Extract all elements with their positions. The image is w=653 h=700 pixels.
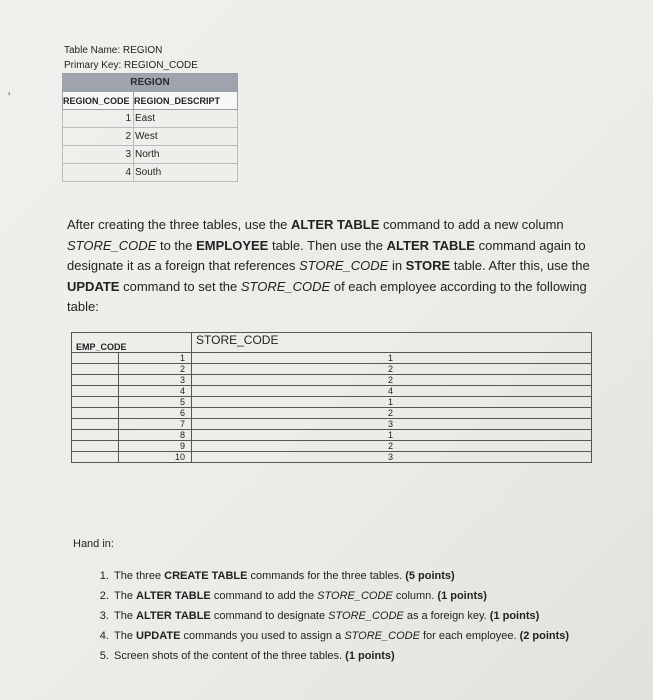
region-table-name: Table Name: REGION xyxy=(64,45,163,56)
text-bold: ALTER TABLE xyxy=(291,217,380,232)
hand-in-title: Hand in: xyxy=(73,538,114,550)
text-italic: STORE_CODE xyxy=(344,630,420,642)
text: to the xyxy=(156,237,197,253)
points-label: (1 points) xyxy=(437,590,487,602)
region-code-cell: 4 xyxy=(63,164,134,182)
text: commands you used to assign a xyxy=(180,630,345,642)
row-spacer xyxy=(72,386,119,397)
text: command to add a new column xyxy=(379,217,564,232)
text-bold: ALTER TABLE xyxy=(386,237,475,253)
table-row xyxy=(72,452,592,463)
store-code-cell: 4 xyxy=(192,386,592,397)
emp-code-cell: 2 xyxy=(119,364,192,375)
text: command to add the xyxy=(210,590,318,602)
list-item xyxy=(112,566,642,586)
row-spacer xyxy=(72,408,119,419)
region-table-header: REGION xyxy=(63,74,238,92)
text: The xyxy=(114,590,137,602)
emp-code-cell: 10 xyxy=(119,452,192,463)
store-code-cell: 3 xyxy=(192,419,592,430)
text: Screen shots of the content of the three tables. xyxy=(114,650,346,662)
row-spacer xyxy=(72,441,119,452)
text-italic: STORE_CODE xyxy=(298,258,389,273)
text: The xyxy=(114,630,137,642)
row-spacer xyxy=(72,419,119,430)
text: of each employee according to the following table: xyxy=(67,278,587,314)
region-code-cell: 1 xyxy=(63,110,134,128)
text: in xyxy=(388,258,406,273)
points-label: (1 points) xyxy=(489,610,540,622)
points-label: (5 points) xyxy=(405,570,455,582)
points-label: (2 points) xyxy=(519,630,570,642)
text-italic: STORE_CODE xyxy=(328,610,404,622)
region-code-cell: 2 xyxy=(63,128,134,146)
list-item xyxy=(112,626,642,646)
store-code-cell: 1 xyxy=(192,430,592,441)
text-bold: ALTER TABLE xyxy=(136,590,211,602)
table-row xyxy=(72,397,592,408)
store-code-cell: 1 xyxy=(192,397,592,408)
emp-code-cell: 3 xyxy=(119,375,192,386)
emp-code-cell: 6 xyxy=(119,408,192,419)
text: command again to designate it as a foreign that references xyxy=(67,237,586,273)
text-bold: UPDATE xyxy=(136,630,181,642)
points-label: (1 points) xyxy=(345,650,395,662)
region-table xyxy=(62,73,238,182)
list-item xyxy=(112,606,642,626)
region-primary-key: Primary Key: REGION_CODE xyxy=(64,60,198,71)
region-desc-cell: South xyxy=(134,164,238,182)
store-code-cell: 1 xyxy=(192,353,592,364)
emp-code-cell: 4 xyxy=(119,386,192,397)
table-row xyxy=(63,110,238,128)
table-row xyxy=(72,386,592,397)
store-code-cell: 2 xyxy=(192,364,592,375)
emp-code-cell: 9 xyxy=(119,441,192,452)
table-row xyxy=(72,441,592,452)
text-bold: ALTER TABLE xyxy=(136,610,211,622)
table-row xyxy=(72,419,592,430)
list-item xyxy=(112,586,642,606)
text: The xyxy=(114,610,137,622)
text: column. xyxy=(392,590,438,602)
store-code-cell: 2 xyxy=(192,441,592,452)
text-italic: STORE_CODE xyxy=(317,590,393,602)
emp-code-cell: 1 xyxy=(119,353,192,364)
store-code-column-header: STORE_CODE xyxy=(192,333,592,353)
row-spacer xyxy=(72,397,119,408)
store-code-cell: 2 xyxy=(192,375,592,386)
row-spacer xyxy=(72,430,119,441)
hand-in-list xyxy=(90,566,642,666)
list-item xyxy=(112,646,642,666)
text-bold: EMPLOYEE xyxy=(196,237,269,253)
store-code-table xyxy=(71,332,592,463)
margin-mark: ' xyxy=(8,90,11,104)
row-spacer xyxy=(72,364,119,375)
table-row xyxy=(72,430,592,441)
region-code-column-header: REGION_CODE xyxy=(63,92,134,110)
table-row xyxy=(63,146,238,164)
store-code-cell: 2 xyxy=(192,408,592,419)
text: command to set the xyxy=(119,278,241,294)
text-bold: UPDATE xyxy=(67,278,120,294)
region-desc-cell: North xyxy=(134,146,238,164)
text: table. Then use the xyxy=(268,237,387,253)
text-bold: CREATE TABLE xyxy=(164,570,248,582)
row-spacer xyxy=(72,375,119,386)
text: as a foreign key. xyxy=(403,610,490,622)
text-bold: STORE xyxy=(405,258,451,273)
text: commands for the three tables. xyxy=(247,570,406,582)
text: After creating the three tables, use the xyxy=(67,217,292,232)
row-spacer xyxy=(72,353,119,364)
row-spacer xyxy=(72,452,119,463)
emp-code-column-header: EMP_CODE xyxy=(72,333,192,353)
text: The three xyxy=(114,570,165,582)
region-desc-cell: West xyxy=(134,128,238,146)
table-row xyxy=(72,408,592,419)
text: table. After this, use the xyxy=(450,258,590,273)
text-italic: STORE_CODE xyxy=(240,278,331,294)
table-row xyxy=(72,375,592,386)
emp-code-cell: 7 xyxy=(119,419,192,430)
table-row xyxy=(72,364,592,375)
store-code-cell: 3 xyxy=(192,452,592,463)
emp-code-cell: 8 xyxy=(119,430,192,441)
instructions-paragraph xyxy=(67,215,622,318)
table-row xyxy=(63,164,238,182)
table-row xyxy=(72,353,592,364)
emp-code-cell: 5 xyxy=(119,397,192,408)
text: command to designate xyxy=(210,610,329,622)
text-italic: STORE_CODE xyxy=(67,237,157,253)
region-code-cell: 3 xyxy=(63,146,134,164)
table-row xyxy=(63,128,238,146)
region-desc-cell: East xyxy=(134,110,238,128)
region-descript-column-header: REGION_DESCRIPT xyxy=(134,92,238,110)
text: for each employee. xyxy=(419,630,520,642)
